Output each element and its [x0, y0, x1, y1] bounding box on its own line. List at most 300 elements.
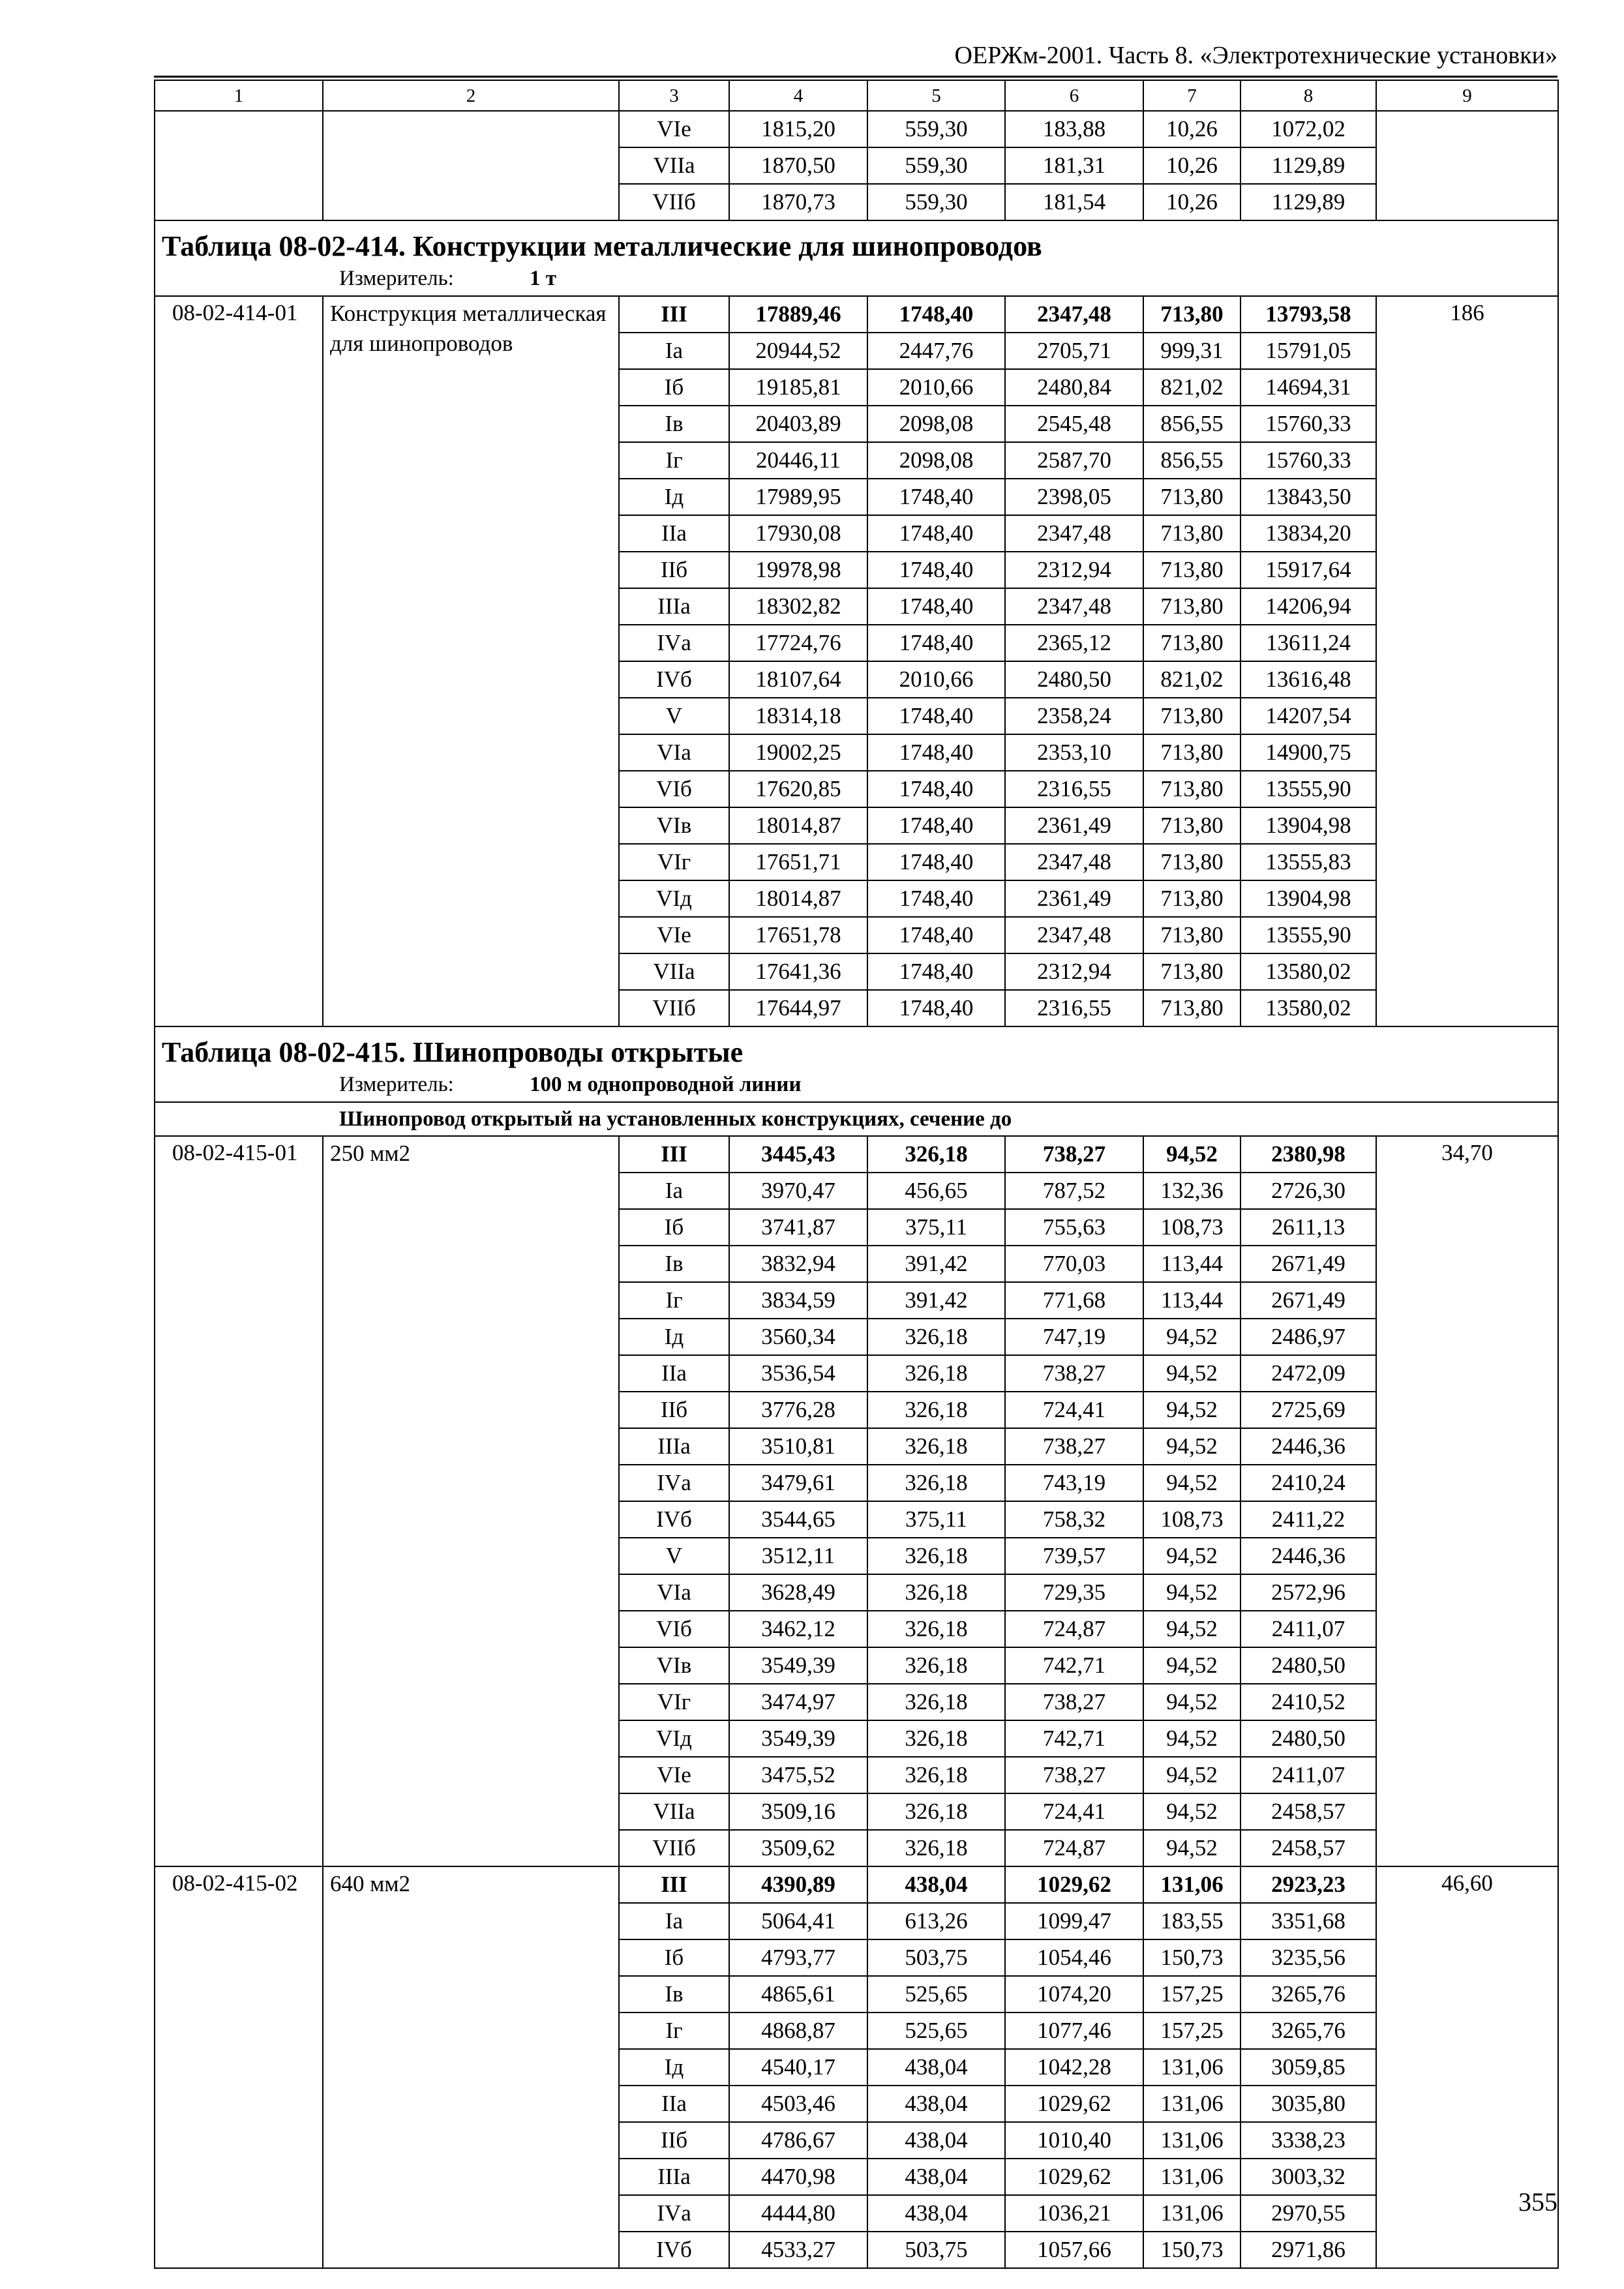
value-cell: 3003,32 [1241, 2159, 1376, 2195]
value-cell: 1870,50 [729, 147, 867, 184]
zone-cell: Iг [619, 442, 729, 479]
value-cell: 131,06 [1143, 2049, 1241, 2086]
table-section-header [155, 1026, 1558, 1102]
value-cell: 3549,39 [729, 1720, 867, 1757]
value-cell: 157,25 [1143, 1976, 1241, 2012]
value-cell: 13580,02 [1241, 953, 1376, 990]
value-cell: 4444,80 [729, 2195, 867, 2232]
zone-cell: IIб [619, 1392, 729, 1428]
value-cell: 181,54 [1005, 184, 1143, 220]
value-cell: 3544,65 [729, 1501, 867, 1538]
item-note: 46,60 [1376, 1866, 1558, 2268]
value-cell: 742,71 [1005, 1647, 1143, 1684]
value-cell: 2472,09 [1241, 1355, 1376, 1392]
table-row [155, 1866, 1558, 1903]
value-cell: 525,65 [867, 1976, 1005, 2012]
value-cell: 2347,48 [1005, 515, 1143, 552]
value-cell: 2361,49 [1005, 807, 1143, 844]
value-cell: 113,44 [1143, 1282, 1241, 1319]
zone-cell: Iд [619, 479, 729, 515]
column-number: 7 [1143, 80, 1241, 111]
zone-cell: IIа [619, 1355, 729, 1392]
zone-cell: VIIб [619, 184, 729, 220]
value-cell: 10,26 [1143, 147, 1241, 184]
value-cell: 1748,40 [867, 990, 1005, 1026]
section-cell [155, 220, 1558, 296]
value-cell: 17989,95 [729, 479, 867, 515]
value-cell: 2098,08 [867, 406, 1005, 442]
table-title: Таблица 08-02-415. Шинопроводы открытые [162, 1036, 744, 1068]
value-cell: 743,19 [1005, 1465, 1143, 1501]
value-cell: 10,26 [1143, 184, 1241, 220]
item-note: 34,70 [1376, 1136, 1558, 1866]
zone-cell: VIIб [619, 1830, 729, 1866]
value-cell: 2480,84 [1005, 369, 1143, 406]
zone-cell: IIIа [619, 588, 729, 625]
value-cell: 2923,23 [1241, 1866, 1376, 1903]
value-cell: 19978,98 [729, 552, 867, 588]
value-cell: 1129,89 [1241, 147, 1376, 184]
value-cell: 1029,62 [1005, 1866, 1143, 1903]
column-number: 8 [1241, 80, 1376, 111]
value-cell: 1748,40 [867, 552, 1005, 588]
value-cell: 713,80 [1143, 844, 1241, 880]
value-cell: 17930,08 [729, 515, 867, 552]
value-cell: 4793,77 [729, 1939, 867, 1976]
value-cell: 2480,50 [1241, 1647, 1376, 1684]
value-cell: 3235,56 [1241, 1939, 1376, 1976]
value-cell: 1029,62 [1005, 2086, 1143, 2122]
value-cell: 1057,66 [1005, 2232, 1143, 2268]
table-title: Таблица 08-02-414. Конструкции металлические для шинопроводов [162, 230, 1042, 262]
value-cell: 18302,82 [729, 588, 867, 625]
value-cell: 2446,36 [1241, 1538, 1376, 1574]
value-cell: 2458,57 [1241, 1793, 1376, 1830]
value-cell: 4470,98 [729, 2159, 867, 2195]
zone-cell: IVб [619, 661, 729, 698]
value-cell: 2486,97 [1241, 1319, 1376, 1355]
value-cell: 525,65 [867, 2012, 1005, 2049]
value-cell: 3512,11 [729, 1538, 867, 1574]
value-cell: 14207,54 [1241, 698, 1376, 734]
value-cell: 391,42 [867, 1282, 1005, 1319]
value-cell: 503,75 [867, 2232, 1005, 2268]
value-cell: 4533,27 [729, 2232, 867, 2268]
value-cell: 1748,40 [867, 698, 1005, 734]
value-cell: 13904,98 [1241, 807, 1376, 844]
value-cell: 108,73 [1143, 1501, 1241, 1538]
value-cell: 17620,85 [729, 771, 867, 807]
value-cell: 2611,13 [1241, 1209, 1376, 1246]
code-cell [155, 111, 323, 220]
value-cell: 94,52 [1143, 1355, 1241, 1392]
value-cell: 1748,40 [867, 771, 1005, 807]
value-cell: 1042,28 [1005, 2049, 1143, 2086]
value-cell: 713,80 [1143, 880, 1241, 917]
value-cell: 375,11 [867, 1501, 1005, 1538]
value-cell: 1748,40 [867, 953, 1005, 990]
value-cell: 1072,02 [1241, 111, 1376, 147]
value-cell: 13611,24 [1241, 625, 1376, 661]
value-cell: 438,04 [867, 2195, 1005, 2232]
zone-cell: VIе [619, 111, 729, 147]
value-cell: 131,06 [1143, 2086, 1241, 2122]
zone-cell: Iа [619, 333, 729, 369]
value-cell: 131,06 [1143, 2159, 1241, 2195]
column-number: 3 [619, 80, 729, 111]
value-cell: 2446,36 [1241, 1428, 1376, 1465]
zone-cell: VIв [619, 1647, 729, 1684]
value-cell: 742,71 [1005, 1720, 1143, 1757]
value-cell: 1029,62 [1005, 2159, 1143, 2195]
zone-cell: VIIа [619, 953, 729, 990]
value-cell: 94,52 [1143, 1830, 1241, 1866]
value-cell: 1748,40 [867, 880, 1005, 917]
value-cell: 181,31 [1005, 147, 1143, 184]
value-cell: 326,18 [867, 1538, 1005, 1574]
value-cell: 2347,48 [1005, 844, 1143, 880]
zone-cell: VIа [619, 1574, 729, 1611]
value-cell: 2411,07 [1241, 1757, 1376, 1793]
value-cell: 3549,39 [729, 1647, 867, 1684]
value-cell: 1748,40 [867, 807, 1005, 844]
zone-cell: Iб [619, 369, 729, 406]
value-cell: 503,75 [867, 1939, 1005, 1976]
value-cell: 2347,48 [1005, 588, 1143, 625]
zone-cell: VIг [619, 1684, 729, 1720]
value-cell: 14206,94 [1241, 588, 1376, 625]
zone-cell: IIIа [619, 1428, 729, 1465]
value-cell: 3059,85 [1241, 2049, 1376, 2086]
value-cell: 5064,41 [729, 1903, 867, 1939]
value-cell: 13580,02 [1241, 990, 1376, 1026]
value-cell: 326,18 [867, 1757, 1005, 1793]
value-cell: 770,03 [1005, 1246, 1143, 1282]
value-cell: 2353,10 [1005, 734, 1143, 771]
zone-cell: III [619, 296, 729, 333]
value-cell: 713,80 [1143, 296, 1241, 333]
value-cell: 94,52 [1143, 1465, 1241, 1501]
value-cell: 13793,58 [1241, 296, 1376, 333]
value-cell: 326,18 [867, 1611, 1005, 1647]
value-cell: 771,68 [1005, 1282, 1143, 1319]
zone-cell: IVб [619, 2232, 729, 2268]
value-cell: 724,87 [1005, 1830, 1143, 1866]
value-cell: 14694,31 [1241, 369, 1376, 406]
column-number: 6 [1005, 80, 1143, 111]
value-cell: 13555,90 [1241, 771, 1376, 807]
value-cell: 10,26 [1143, 111, 1241, 147]
column-number: 1 [155, 80, 323, 111]
header-rule [154, 76, 1557, 78]
value-cell: 19185,81 [729, 369, 867, 406]
value-cell: 1074,20 [1005, 1976, 1143, 2012]
value-cell: 94,52 [1143, 1319, 1241, 1355]
value-cell: 3509,16 [729, 1793, 867, 1830]
value-cell: 758,32 [1005, 1501, 1143, 1538]
item-code: 08-02-414-01 [155, 296, 323, 1026]
value-cell: 2458,57 [1241, 1830, 1376, 1866]
value-cell: 326,18 [867, 1793, 1005, 1830]
value-cell: 13834,20 [1241, 515, 1376, 552]
measure-label: Измеритель: [339, 1073, 454, 1096]
value-cell: 1099,47 [1005, 1903, 1143, 1939]
value-cell: 131,06 [1143, 1866, 1241, 1903]
value-cell: 326,18 [867, 1647, 1005, 1684]
zone-cell: VIIа [619, 1793, 729, 1830]
value-cell: 2316,55 [1005, 990, 1143, 1026]
value-cell: 738,27 [1005, 1355, 1143, 1392]
value-cell: 2726,30 [1241, 1173, 1376, 1209]
zone-cell: VIб [619, 1611, 729, 1647]
value-cell: 13904,98 [1241, 880, 1376, 917]
value-cell: 20403,89 [729, 406, 867, 442]
value-cell: 713,80 [1143, 588, 1241, 625]
value-cell: 94,52 [1143, 1684, 1241, 1720]
value-cell: 17724,76 [729, 625, 867, 661]
value-cell: 326,18 [867, 1574, 1005, 1611]
column-number: 4 [729, 80, 867, 111]
zone-cell: IVа [619, 2195, 729, 2232]
value-cell: 438,04 [867, 1866, 1005, 1903]
value-cell: 1748,40 [867, 734, 1005, 771]
zone-cell: Iб [619, 1939, 729, 1976]
value-cell: 713,80 [1143, 479, 1241, 515]
value-cell: 2671,49 [1241, 1246, 1376, 1282]
value-cell: 94,52 [1143, 1574, 1241, 1611]
note-cell [1376, 111, 1558, 220]
zone-cell: Iа [619, 1903, 729, 1939]
value-cell: 2480,50 [1241, 1720, 1376, 1757]
value-cell: 2411,22 [1241, 1501, 1376, 1538]
zone-cell: VIд [619, 880, 729, 917]
zone-cell: VIIб [619, 990, 729, 1026]
value-cell: 1748,40 [867, 296, 1005, 333]
value-cell: 183,88 [1005, 111, 1143, 147]
zone-cell: Iа [619, 1173, 729, 1209]
zone-cell: VIе [619, 1757, 729, 1793]
table-row [155, 1136, 1558, 1173]
value-cell: 1054,46 [1005, 1939, 1143, 1976]
value-cell: 2010,66 [867, 369, 1005, 406]
value-cell: 2545,48 [1005, 406, 1143, 442]
subheader: Шинопровод открытый на установленных конструкциях, сечение до [155, 1102, 1558, 1136]
zone-cell: VIг [619, 844, 729, 880]
value-cell: 3035,80 [1241, 2086, 1376, 2122]
value-cell: 738,27 [1005, 1136, 1143, 1173]
value-cell: 17889,46 [729, 296, 867, 333]
name-cell [323, 111, 619, 220]
zone-cell: Iг [619, 1282, 729, 1319]
zone-cell: V [619, 1538, 729, 1574]
value-cell: 94,52 [1143, 1720, 1241, 1757]
zone-cell: VIа [619, 734, 729, 771]
value-cell: 2380,98 [1241, 1136, 1376, 1173]
value-cell: 326,18 [867, 1319, 1005, 1355]
item-name: 640 мм2 [323, 1866, 619, 2268]
value-cell: 2347,48 [1005, 296, 1143, 333]
zone-cell: IVб [619, 1501, 729, 1538]
value-cell: 1748,40 [867, 917, 1005, 953]
zone-cell: III [619, 1136, 729, 1173]
zone-cell: VIд [619, 1720, 729, 1757]
value-cell: 724,87 [1005, 1611, 1143, 1647]
table-section-header [155, 220, 1558, 296]
measure-label: Измеритель: [339, 267, 454, 290]
zone-cell: VIб [619, 771, 729, 807]
value-cell: 713,80 [1143, 515, 1241, 552]
value-cell: 94,52 [1143, 1428, 1241, 1465]
zone-cell: Iв [619, 1246, 729, 1282]
value-cell: 2358,24 [1005, 698, 1143, 734]
value-cell: 2010,66 [867, 661, 1005, 698]
value-cell: 1129,89 [1241, 184, 1376, 220]
value-cell: 856,55 [1143, 406, 1241, 442]
value-cell: 2312,94 [1005, 953, 1143, 990]
value-cell: 739,57 [1005, 1538, 1143, 1574]
value-cell: 1748,40 [867, 515, 1005, 552]
value-cell: 2970,55 [1241, 2195, 1376, 2232]
value-cell: 713,80 [1143, 734, 1241, 771]
value-cell: 2365,12 [1005, 625, 1143, 661]
zone-cell: Iд [619, 2049, 729, 2086]
value-cell: 821,02 [1143, 369, 1241, 406]
value-cell: 724,41 [1005, 1793, 1143, 1830]
table-row [155, 296, 1558, 333]
value-cell: 4390,89 [729, 1866, 867, 1903]
value-cell: 3510,81 [729, 1428, 867, 1465]
value-cell: 15917,64 [1241, 552, 1376, 588]
value-cell: 20446,11 [729, 442, 867, 479]
value-cell: 183,55 [1143, 1903, 1241, 1939]
zone-cell: VIе [619, 917, 729, 953]
value-cell: 787,52 [1005, 1173, 1143, 1209]
value-cell: 17641,36 [729, 953, 867, 990]
value-cell: 559,30 [867, 184, 1005, 220]
value-cell: 94,52 [1143, 1793, 1241, 1830]
value-cell: 2725,69 [1241, 1392, 1376, 1428]
value-cell: 613,26 [867, 1903, 1005, 1939]
value-cell: 713,80 [1143, 552, 1241, 588]
value-cell: 3265,76 [1241, 2012, 1376, 2049]
value-cell: 3509,62 [729, 1830, 867, 1866]
measure-line [162, 1071, 1551, 1098]
value-cell: 713,80 [1143, 807, 1241, 844]
zone-cell: IIа [619, 2086, 729, 2122]
value-cell: 738,27 [1005, 1684, 1143, 1720]
value-cell: 747,19 [1005, 1319, 1143, 1355]
value-cell: 2347,48 [1005, 917, 1143, 953]
value-cell: 1870,73 [729, 184, 867, 220]
value-cell: 131,06 [1143, 2122, 1241, 2159]
value-cell: 3338,23 [1241, 2122, 1376, 2159]
value-cell: 18314,18 [729, 698, 867, 734]
zone-cell: Iг [619, 2012, 729, 2049]
value-cell: 14900,75 [1241, 734, 1376, 771]
value-cell: 18014,87 [729, 807, 867, 844]
value-cell: 2312,94 [1005, 552, 1143, 588]
value-cell: 94,52 [1143, 1538, 1241, 1574]
value-cell: 713,80 [1143, 990, 1241, 1026]
value-cell: 438,04 [867, 2086, 1005, 2122]
zone-cell: IIб [619, 2122, 729, 2159]
value-cell: 456,65 [867, 1173, 1005, 1209]
value-cell: 3834,59 [729, 1282, 867, 1319]
table-body [155, 80, 1558, 2268]
item-code: 08-02-415-01 [155, 1136, 323, 1866]
column-number: 9 [1376, 80, 1558, 111]
value-cell: 2361,49 [1005, 880, 1143, 917]
value-cell: 3351,68 [1241, 1903, 1376, 1939]
value-cell: 13555,90 [1241, 917, 1376, 953]
zone-cell: III [619, 1866, 729, 1903]
value-cell: 1748,40 [867, 625, 1005, 661]
value-cell: 856,55 [1143, 442, 1241, 479]
value-cell: 755,63 [1005, 1209, 1143, 1246]
value-cell: 326,18 [867, 1465, 1005, 1501]
value-cell: 3560,34 [729, 1319, 867, 1355]
value-cell: 2587,70 [1005, 442, 1143, 479]
value-cell: 3474,97 [729, 1684, 867, 1720]
value-cell: 3776,28 [729, 1392, 867, 1428]
value-cell: 94,52 [1143, 1647, 1241, 1684]
value-cell: 17644,97 [729, 990, 867, 1026]
value-cell: 326,18 [867, 1830, 1005, 1866]
value-cell: 20944,52 [729, 333, 867, 369]
section-cell [155, 1026, 1558, 1102]
item-note: 186 [1376, 296, 1558, 1026]
value-cell: 375,11 [867, 1209, 1005, 1246]
value-cell: 2411,07 [1241, 1611, 1376, 1647]
zone-cell: IVа [619, 625, 729, 661]
value-cell: 2398,05 [1005, 479, 1143, 515]
value-cell: 738,27 [1005, 1428, 1143, 1465]
column-number-row [155, 80, 1558, 111]
value-cell: 1010,40 [1005, 2122, 1143, 2159]
value-cell: 821,02 [1143, 661, 1241, 698]
value-cell: 1077,46 [1005, 2012, 1143, 2049]
zone-cell: IVа [619, 1465, 729, 1501]
value-cell: 391,42 [867, 1246, 1005, 1282]
value-cell: 3536,54 [729, 1355, 867, 1392]
zone-cell: IIб [619, 552, 729, 588]
value-cell: 15760,33 [1241, 406, 1376, 442]
running-header: ОЕРЖм-2001. Часть 8. «Электротехнические установки» [954, 42, 1557, 69]
value-cell: 4868,87 [729, 2012, 867, 2049]
value-cell: 15791,05 [1241, 333, 1376, 369]
subheader-row [155, 1102, 1558, 1136]
value-cell: 326,18 [867, 1720, 1005, 1757]
value-cell: 1748,40 [867, 588, 1005, 625]
value-cell: 113,44 [1143, 1246, 1241, 1282]
value-cell: 94,52 [1143, 1136, 1241, 1173]
value-cell: 19002,25 [729, 734, 867, 771]
column-number: 5 [867, 80, 1005, 111]
zone-cell: IIIа [619, 2159, 729, 2195]
value-cell: 3462,12 [729, 1611, 867, 1647]
zone-cell: VIIа [619, 147, 729, 184]
measure-value: 1 т [530, 267, 556, 290]
value-cell: 2671,49 [1241, 1282, 1376, 1319]
value-cell: 131,06 [1143, 2195, 1241, 2232]
value-cell: 4786,67 [729, 2122, 867, 2159]
value-cell: 326,18 [867, 1355, 1005, 1392]
value-cell: 132,36 [1143, 1173, 1241, 1209]
value-cell: 326,18 [867, 1428, 1005, 1465]
value-cell: 713,80 [1143, 953, 1241, 990]
value-cell: 3479,61 [729, 1465, 867, 1501]
value-cell: 999,31 [1143, 333, 1241, 369]
